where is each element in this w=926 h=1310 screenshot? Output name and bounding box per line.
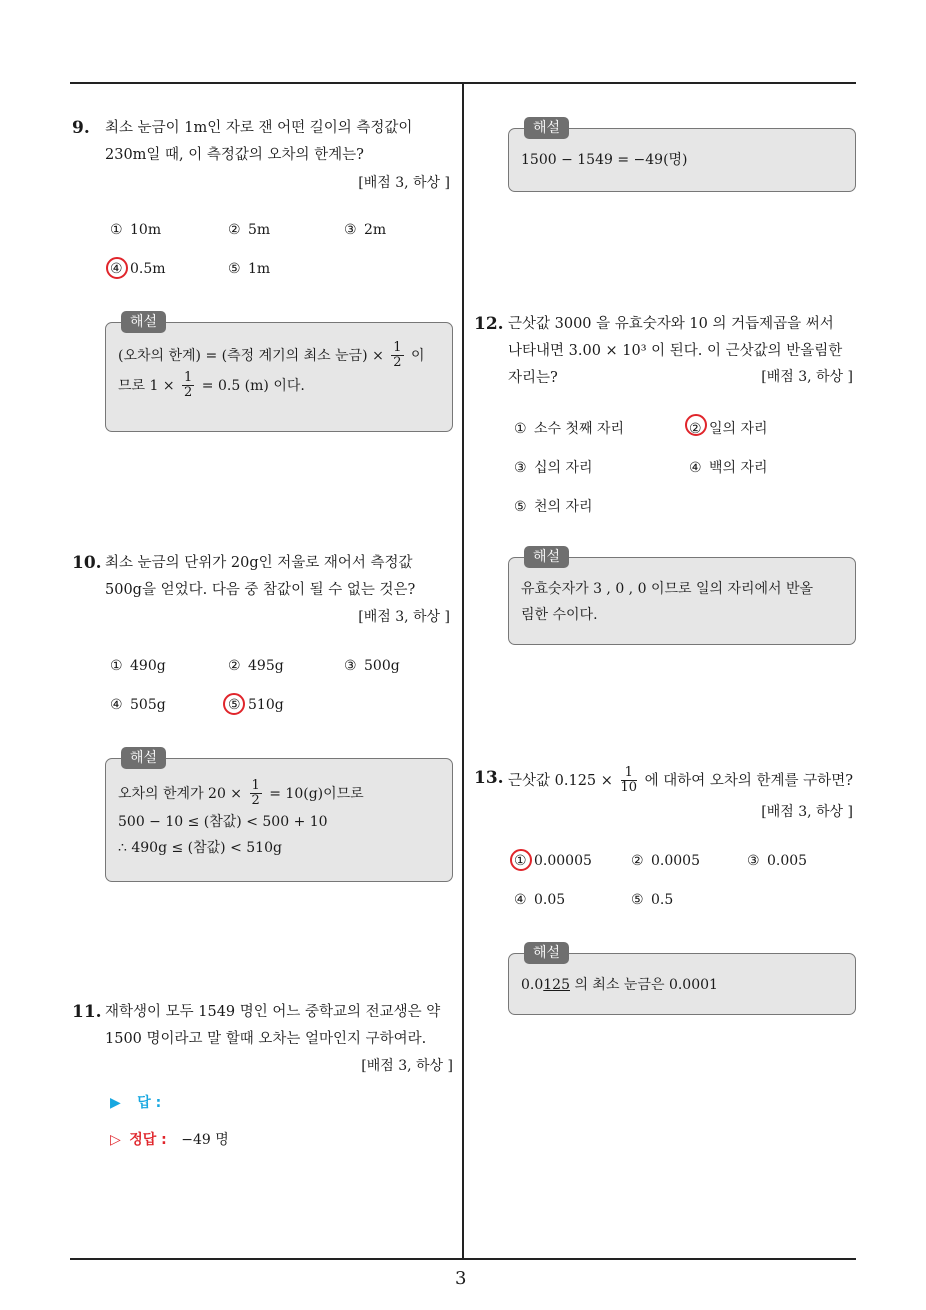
q13-fraction-tenth: $\frac{1}{10}$ bbox=[620, 765, 638, 796]
q9-explanation-tag: 해설 bbox=[121, 311, 166, 333]
q13-choice-2[interactable]: ② 0.0005 bbox=[631, 853, 700, 869]
question-12-line1: 근삿값 3000 을 유효숫자와 10 의 거듭제곱을 써서 bbox=[508, 316, 834, 332]
question-9-text bbox=[105, 115, 455, 169]
q10-answer-circle bbox=[223, 693, 245, 715]
q12-explanation-tag: 해설 bbox=[524, 546, 569, 568]
q11-answer-label: 답 : bbox=[137, 1095, 162, 1111]
q12-choice-4[interactable]: ④ 백의 자리 bbox=[689, 460, 768, 476]
bottom-rule bbox=[70, 1258, 856, 1260]
q11-solution-line1: 1500 − 1549 = −49(명) bbox=[521, 152, 688, 168]
q12-choice-2[interactable]: ② 일의 자리 bbox=[689, 421, 768, 437]
q12-choice-1[interactable]: ① 소수 첫째 자리 bbox=[514, 421, 625, 437]
q10-solution-line2: 500 − 10 ≤ (참값) < 500 + 10 bbox=[118, 813, 328, 830]
q11-correct-value: −49 명 bbox=[181, 1132, 229, 1148]
question-12-number: 12. bbox=[474, 314, 504, 334]
q10-fraction-half: $\frac{1}{2}$ bbox=[251, 778, 260, 809]
q12-answer-circle bbox=[685, 414, 707, 436]
q12-choice-5[interactable]: ⑤ 천의 자리 bbox=[514, 499, 593, 515]
column-divider bbox=[462, 82, 464, 1260]
q10-explanation-box bbox=[105, 758, 453, 882]
q11-answer-row[interactable] bbox=[110, 1092, 161, 1112]
question-9-line2: 230m일 때, 이 측정값의 오차의 한계는? bbox=[105, 147, 364, 163]
question-11-line2: 1500 명이라고 말 할때 오차는 얼마인지 구하여라. bbox=[105, 1031, 427, 1047]
question-12-line2: 나타내면 3.00 × 10³ 이 된다. 이 근삿값의 반올림한 bbox=[508, 343, 843, 359]
question-13-text: 근삿값 0.125 × $\frac{1}{10}$ 에 대하여 오차의 한계를 구하면? bbox=[508, 765, 853, 796]
q9-choice-2[interactable]: ② 5m bbox=[228, 222, 271, 238]
q9-fraction-half: $\frac{1}{2}$ bbox=[393, 340, 402, 371]
q10-choice-1[interactable]: ① 490g bbox=[110, 658, 166, 674]
q9-choice-4[interactable]: ④ 0.5m bbox=[110, 261, 166, 277]
q10-choice-4[interactable]: ④ 505g bbox=[110, 697, 166, 713]
q11-correct-row bbox=[110, 1129, 229, 1149]
q9-choice-1[interactable]: ① 10m bbox=[110, 222, 162, 238]
question-12-score: [배점 3, 하상 ] bbox=[761, 369, 853, 385]
question-10-text bbox=[105, 550, 455, 604]
q10-choice-2[interactable]: ② 495g bbox=[228, 658, 284, 674]
question-10-score: [배점 3, 하상 ] bbox=[358, 609, 450, 625]
q11-correct-label: 정답 : bbox=[129, 1132, 167, 1148]
q10-choice-3[interactable]: ③ 500g bbox=[344, 658, 400, 674]
q9-solution-line1: (오차의 한계) = (측정 계기의 최소 눈금) × $\frac{1}{2}$ 이 bbox=[118, 340, 425, 371]
q11-explanation-tag: 해설 bbox=[524, 117, 569, 139]
question-11-line1: 재학생이 모두 1549 명인 어느 중학교의 전교생은 약 bbox=[105, 1004, 441, 1020]
q9-explanation-box bbox=[105, 322, 453, 432]
q13-choice-3[interactable]: ③ 0.005 bbox=[747, 853, 808, 869]
q12-explanation-box bbox=[508, 557, 856, 645]
q10-solution-line1: 오차의 한계가 20 × $\frac{1}{2}$ = 10(g)이므로 bbox=[118, 778, 364, 809]
question-13-number: 13. bbox=[474, 768, 504, 788]
q12-choice-3[interactable]: ③ 십의 자리 bbox=[514, 460, 593, 476]
question-9-number: 9. bbox=[72, 118, 90, 138]
question-13-score: [배점 3, 하상 ] bbox=[761, 804, 853, 820]
play-arrow-icon: ▶ bbox=[110, 1095, 121, 1111]
question-12-line3: 자리는? bbox=[508, 370, 558, 386]
q9-fraction-half-2: $\frac{1}{2}$ bbox=[184, 369, 193, 400]
outline-arrow-icon: ▷ bbox=[110, 1132, 121, 1148]
q13-choice-4[interactable]: ④ 0.05 bbox=[514, 892, 566, 908]
q12-solution-line2: 림한 수이다. bbox=[521, 607, 598, 623]
q13-choice-1[interactable]: ① 0.00005 bbox=[514, 853, 592, 869]
q9-answer-circle bbox=[106, 257, 128, 279]
question-10-line2: 500g을 얻었다. 다음 중 참값이 될 수 없는 것은? bbox=[105, 582, 416, 598]
q13-choice-5[interactable]: ⑤ 0.5 bbox=[631, 892, 674, 908]
question-11-number: 11. bbox=[72, 1002, 102, 1022]
q10-choice-5[interactable]: ⑤ 510g bbox=[228, 697, 284, 713]
question-10-line1: 최소 눈금의 단위가 20g인 저울로 재어서 측정값 bbox=[105, 555, 413, 571]
question-11-text bbox=[105, 999, 460, 1053]
q10-solution-line3: ∴ 490g ≤ (참값) < 510g bbox=[118, 839, 282, 856]
q9-choice-5[interactable]: ⑤ 1m bbox=[228, 261, 271, 277]
q13-explanation-tag: 해설 bbox=[524, 942, 569, 964]
question-11-score: [배점 3, 하상 ] bbox=[361, 1058, 453, 1074]
page-number: 3 bbox=[455, 1268, 467, 1289]
question-9-score: [배점 3, 하상 ] bbox=[358, 175, 450, 191]
q9-solution-line2: 므로 1 × $\frac{1}{2}$ = 0.5 (m) 이다. bbox=[118, 369, 305, 400]
q13-solution-line1: 0.0125 의 최소 눈금은 0.0001 bbox=[521, 977, 718, 993]
q9-choice-3[interactable]: ③ 2m bbox=[344, 222, 387, 238]
q13-answer-circle bbox=[510, 849, 532, 871]
question-9-line1: 최소 눈금이 1m인 자로 잰 어떤 길이의 측정값이 bbox=[105, 120, 413, 136]
question-10-number: 10. bbox=[72, 553, 102, 573]
q10-explanation-tag: 해설 bbox=[121, 747, 166, 769]
q12-solution-line1: 유효숫자가 3 , 0 , 0 이므로 일의 자리에서 반올 bbox=[521, 581, 814, 597]
